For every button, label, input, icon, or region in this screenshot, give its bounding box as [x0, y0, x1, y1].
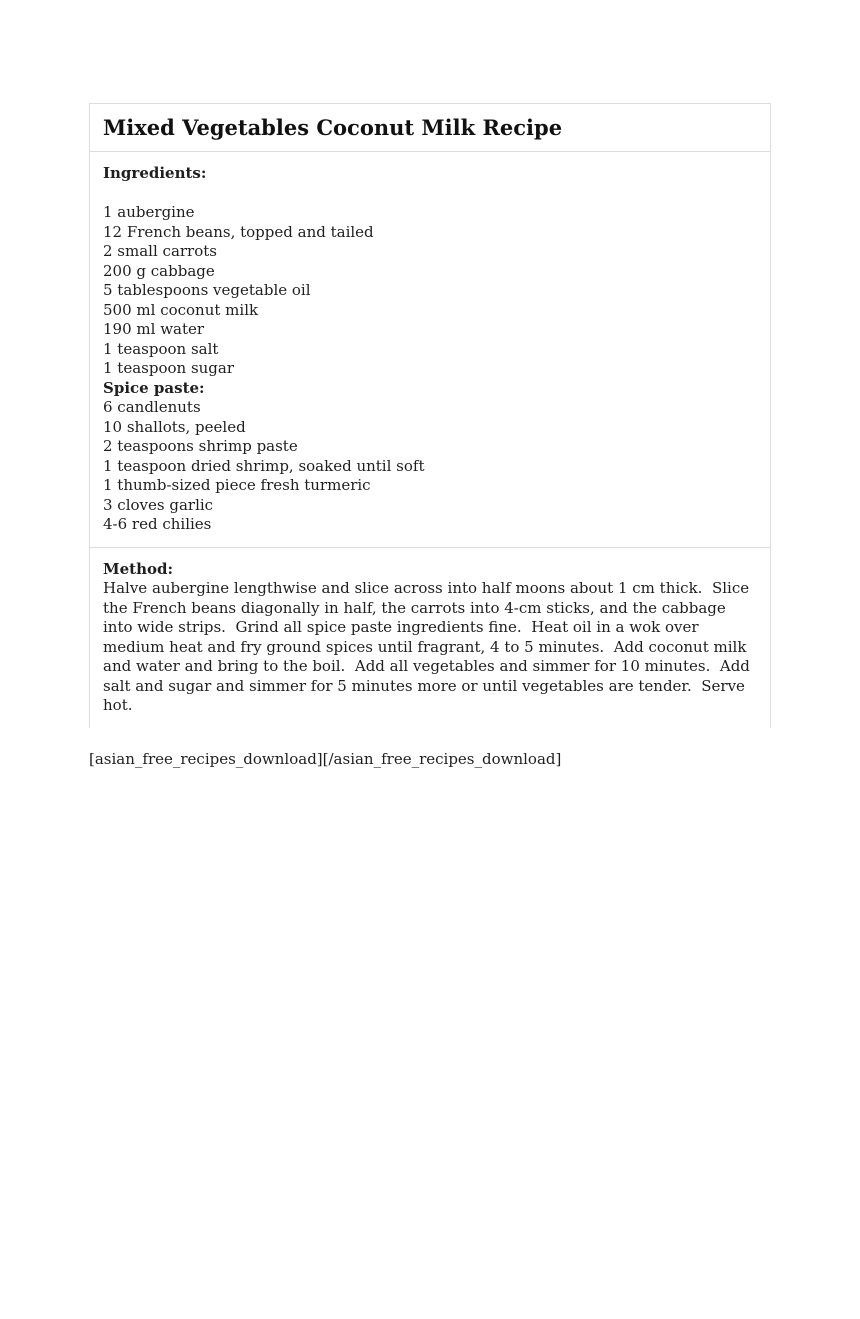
spice-paste-line: 2 teaspoons shrimp paste	[103, 437, 298, 455]
ingredient-line: 200 g cabbage	[103, 261, 215, 280]
spice-paste-line: 10 shallots, peeled	[103, 417, 246, 436]
ingredient-line: 5 tablespoons vegetable oil	[103, 281, 311, 299]
spice-paste-line: 6 candlenuts	[103, 398, 201, 416]
ingredients-section	[90, 152, 770, 548]
spice-paste-list	[103, 398, 757, 535]
ingredient-line: 12 French beans, topped and tailed	[103, 222, 374, 241]
spice-paste-line: 3 cloves garlic	[103, 495, 214, 514]
shortcode-text: [asian_free_recipes_download][/asian_free_recipes_download]	[89, 749, 562, 768]
ingredient-line: 1 aubergine	[103, 203, 195, 221]
ingredient-line: 2 small carrots	[103, 242, 217, 260]
ingredient-line: 190 ml water	[103, 320, 205, 338]
spice-paste-line: 4-6 red chilies	[103, 515, 212, 533]
recipe-title-row	[90, 104, 770, 152]
spice-paste-heading: Spice paste:	[103, 378, 205, 397]
ingredients-heading: Ingredients:	[103, 164, 207, 182]
method-section	[90, 548, 770, 728]
spice-paste-line: 1 thumb-sized piece fresh turmeric	[103, 476, 371, 494]
recipe-title: Mixed Vegetables Coconut Milk Recipe	[103, 115, 563, 140]
recipe-card	[89, 103, 771, 728]
ingredient-line: 1 teaspoon salt	[103, 339, 219, 358]
spice-paste-line: 1 teaspoon dried shrimp, soaked until soft	[103, 456, 425, 475]
ingredients-list	[103, 203, 757, 379]
method-text: Halve aubergine lengthwise and slice across into half moons about 1 cm thick. Slice the French beans diagonally in half, the carrots into 4-cm sticks, and the cabbage into wide strips. Grind all spice paste ingredients fine. Heat oil in a wok over medium heat and fry ground spices until fragrant, 4 to 5 minutes. Add coconut milk and water and bring to the boil. Add all vegetables and simmer for 10 minutes. Add salt and sugar and simmer for 5 minutes more or until vegetables are tender. Serve hot.	[103, 579, 755, 714]
ingredient-line: 500 ml coconut milk	[103, 300, 259, 319]
page-content	[89, 103, 771, 769]
ingredient-line: 1 teaspoon sugar	[103, 359, 235, 377]
method-heading: Method:	[103, 559, 174, 578]
